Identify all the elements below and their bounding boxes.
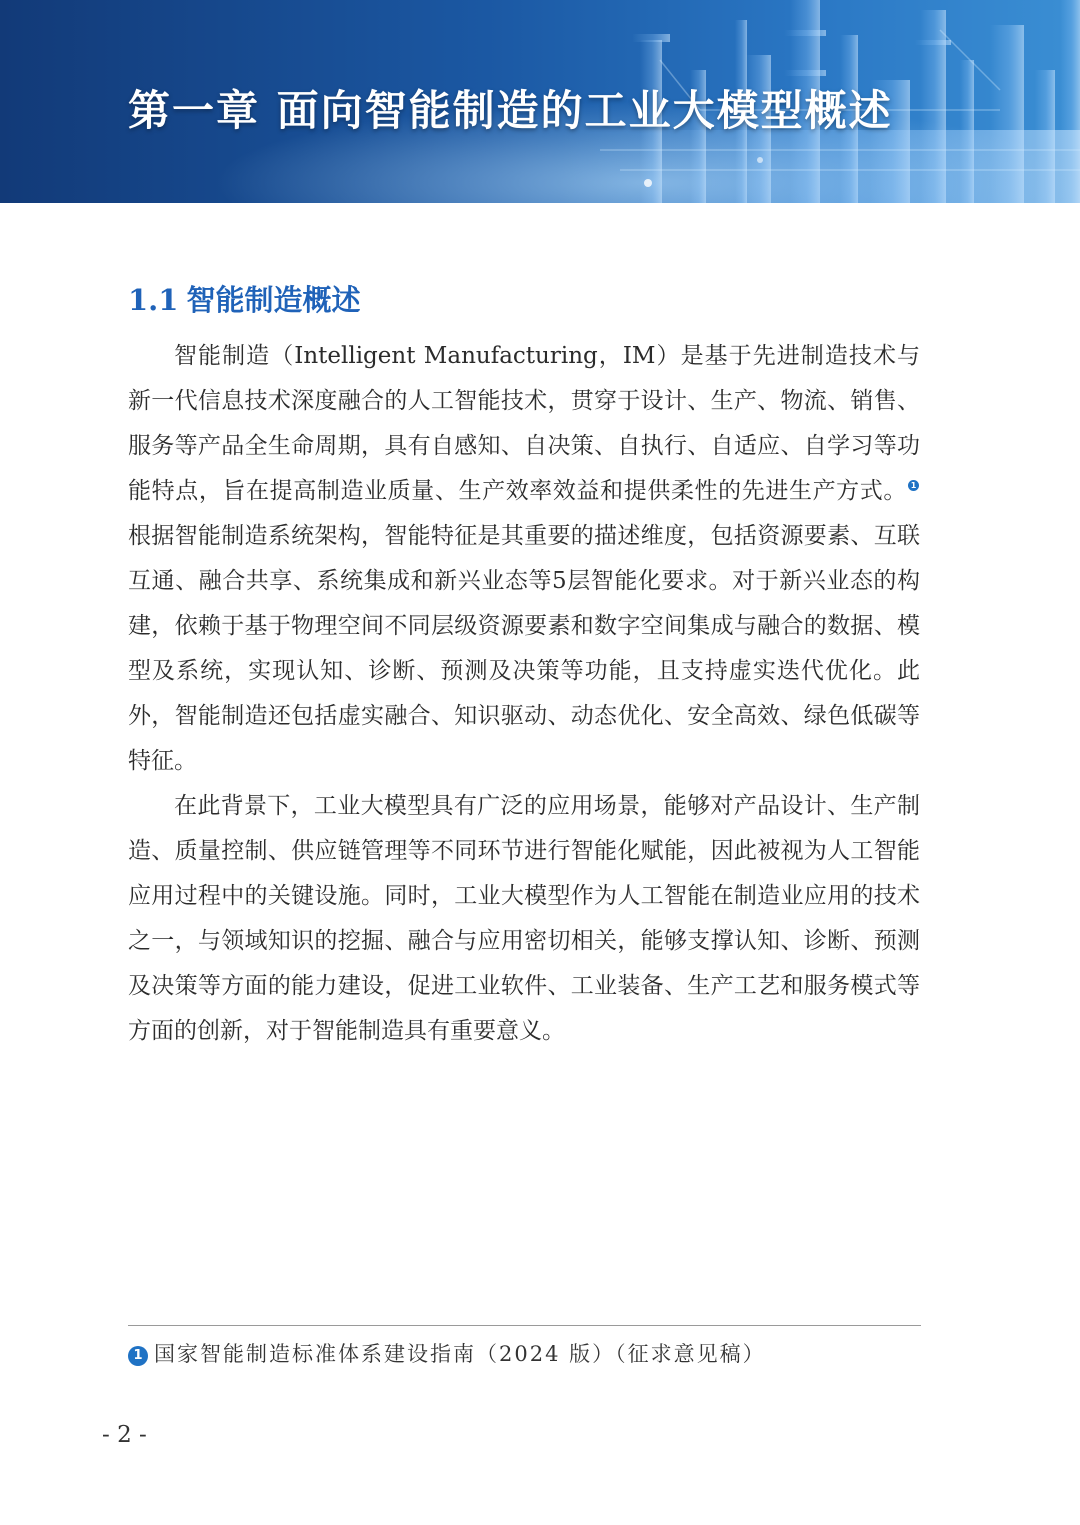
section-title: 智能制造概述 <box>186 283 361 317</box>
page-number: - 2 - <box>102 1422 147 1448</box>
body-text <box>128 334 920 1054</box>
paragraph-1-part-2: 根据智能制造系统架构，智能特征是其重要的描述维度，包括资源要素、互联互通、融合共享、系统集成和新兴业态等5层智能化要求。对于新兴业态的构建，依赖于基于物理空间不同层级资源要素和数字空间集成与融合的数据、模型及系统，实现认知、诊断、预测及决策等功能，且支持虚实迭代优化。此外，智能制造还包括虚实融合、知识驱动、动态优化、安全高效、绿色低碳等特征。 <box>128 523 920 774</box>
section-heading <box>128 278 360 319</box>
paragraph-1-part-1: 智能制造（Intelligent Manufacturing，IM）是基于先进制造技术与新一代信息技术深度融合的人工智能技术，贯穿于设计、生产、物流、销售、服务等产品全生命周期，具有自感知、自决策、自执行、自适应、自学习等功能特点，旨在提高制造业质量、生产效率效益和提供柔性的先进生产方式。 <box>128 343 920 504</box>
footnote-divider <box>128 1325 921 1326</box>
footnote-marker: 1 <box>128 1346 148 1366</box>
footnote <box>128 1338 928 1368</box>
section-number: 1.1 <box>128 283 179 317</box>
paragraph-1 <box>128 334 920 784</box>
footnote-text: 国家智能制造标准体系建设指南（2024 版）（征求意见稿） <box>154 1342 766 1366</box>
chapter-banner <box>0 0 1080 203</box>
chapter-title: 第一章 面向智能制造的工业大模型概述 <box>128 86 893 135</box>
footnote-reference[interactable]: 1 <box>908 480 919 491</box>
paragraph-2: 在此背景下，工业大模型具有广泛的应用场景，能够对产品设计、生产制造、质量控制、供应链管理等不同环节进行智能化赋能，因此被视为人工智能应用过程中的关键设施。同时，工业大模型作为人工智能在制造业应用的技术之一，与领域知识的挖掘、融合与应用密切相关，能够支撑认知、诊断、预测及决策等方面的能力建设，促进工业软件、工业装备、生产工艺和服务模式等方面的创新，对于智能制造具有重要意义。 <box>128 793 920 1044</box>
